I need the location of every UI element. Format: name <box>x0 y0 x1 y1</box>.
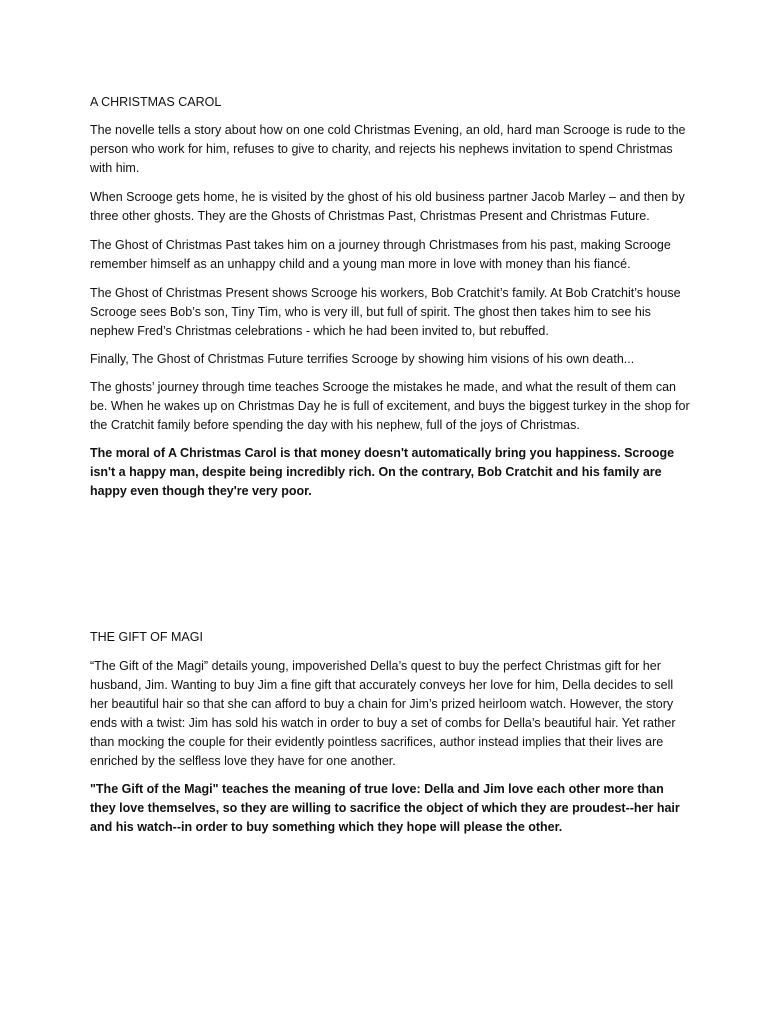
moral-gift-of-magi: "The Gift of the Magi" teaches the meaning of true love: Della and Jim love each other more than they love themselves, so they are willing to sacrifice the object of which they are proudest--her hair and his watch--in order to buy something which they hope will please the other. <box>90 782 680 834</box>
paragraph-marley: When Scrooge gets home, he is visited by the ghost of his old business partner Jacob Marley – and then by three other ghosts. They are the Ghosts of Christmas Past, Christmas Present and Christmas Future. <box>90 190 685 223</box>
section-title-christmas-carol: A CHRISTMAS CAROL <box>90 95 222 109</box>
paragraph-gift-summary: “The Gift of the Magi” details young, impoverished Della’s quest to buy the perfect Christmas gift for her husband, Jim. Wanting to buy Jim a fine gift that accurately conveys her love for him, Della decides to sell her beautiful hair so that she can afford to buy a chain for Jim’s prized heirloom watch. However, the story ends with a twist: Jim has sold his watch in order to buy a set of combs for Della’s beautiful hair. Yet rather than mocking the couple for their evidently pointless sacrifices, author instead implies that their lives are enriched by the selfless love they have for one another. <box>90 659 676 768</box>
paragraph-intro: The novelle tells a story about how on one cold Christmas Evening, an old, hard man Scrooge is rude to the person who work for him, refuses to give to charity, and rejects his nephews invitation to spend Christmas with him. <box>90 123 686 175</box>
section-title-gift-of-magi: THE GIFT OF MAGI <box>90 630 203 644</box>
moral-christmas-carol: The moral of A Christmas Carol is that money doesn't automatically bring you happiness. Scrooge isn't a happy man, despite being incredibly rich. On the contrary, Bob Cratchit and his family are happy even though they're very poor. <box>90 446 675 498</box>
paragraph-christmas-present: The Ghost of Christmas Present shows Scrooge his workers, Bob Cratchit’s family. At Bob Cratchit’s house Scrooge sees Bob’s son, Tiny Tim, who is very ill, but full of spirit. The ghost then takes him to see his nephew Fred’s Christmas celebrations - which he had been invited to, but rebuffed. <box>90 286 681 338</box>
paragraph-ghosts-journey: The ghosts’ journey through time teaches Scrooge the mistakes he made, and what the result of them can be. When he wakes up on Christmas Day he is full of excitement, and buys the biggest turkey in the shop for the Cratchit family before spending the day with his nephew, full of the joys of Christmas. <box>90 380 690 432</box>
document-page <box>90 0 690 1024</box>
paragraph-christmas-future: Finally, The Ghost of Christmas Future terrifies Scrooge by showing him visions of his own death... <box>90 352 635 366</box>
paragraph-christmas-past: The Ghost of Christmas Past takes him on a journey through Christmases from his past, making Scrooge remember himself as an unhappy child and a young man more in love with money than his fiancé. <box>90 238 671 271</box>
